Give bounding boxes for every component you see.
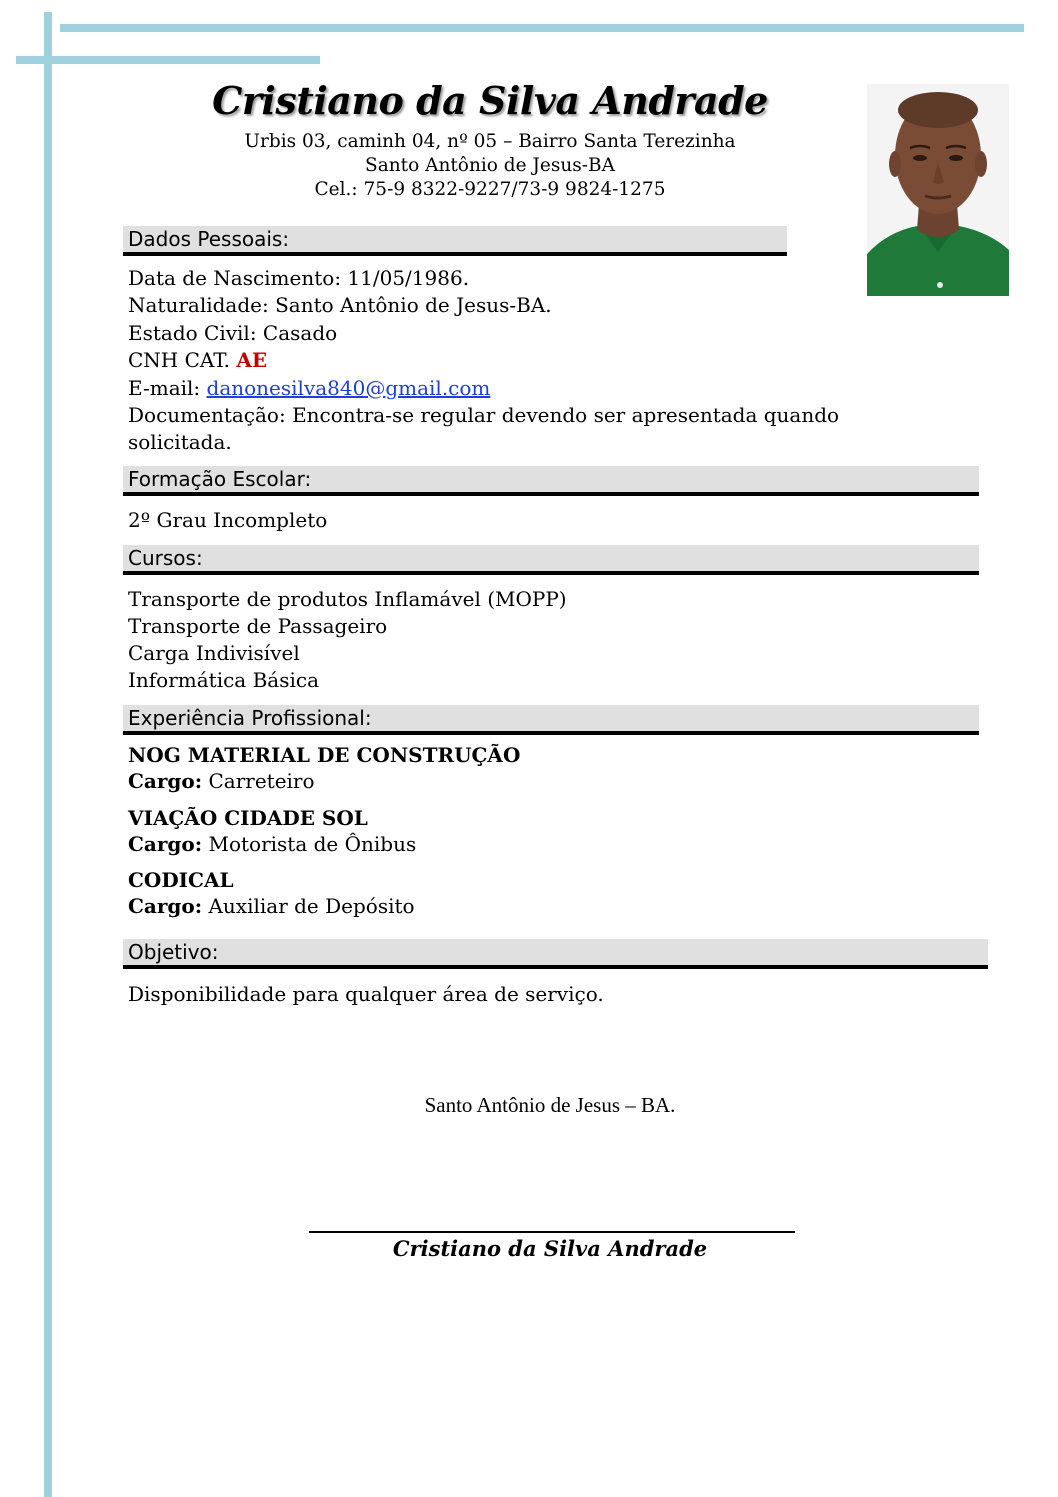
job-role-line [128,832,416,856]
decorative-vertical-line [44,12,52,1497]
signature-line [309,1231,795,1233]
job-company: NOG MATERIAL DE CONSTRUÇÃO [128,743,521,767]
course-item: Informática Básica [128,668,319,692]
job-role: Motorista de Ônibus [202,832,417,856]
section-header-experiencia: Experiência Profissional: [123,705,979,735]
cnh-category: AE [236,348,268,372]
job-company: VIAÇÃO CIDADE SOL [128,806,368,830]
job-role-line [128,894,415,918]
naturalidade: Naturalidade: Santo Antônio de Jesus-BA. [128,293,552,317]
documentation-line-2: solicitada. [128,430,232,454]
email-line [128,376,490,400]
cargo-label: Cargo: [128,832,203,856]
section-header-formacao: Formação Escolar: [123,466,979,496]
resume-name-title: Cristiano da Silva Andrade [212,78,768,123]
course-item: Transporte de Passageiro [128,614,388,638]
cnh-line [128,348,267,372]
section-header-objetivo: Objetivo: [123,939,988,969]
section-header-dados-pessoais: Dados Pessoais: [123,226,787,256]
birth-date: Data de Nascimento: 11/05/1986. [128,266,470,290]
cargo-label: Cargo: [128,894,203,918]
cargo-label: Cargo: [128,769,203,793]
address-line-1: Urbis 03, caminh 04, nº 05 – Bairro Santa Terezinha [244,131,736,152]
section-header-cursos: Cursos: [123,545,979,575]
course-item: Transporte de produtos Inflamável (MOPP) [128,587,567,611]
email-link[interactable]: danonesilva840@gmail.com [206,376,491,400]
course-item: Carga Indivisível [128,641,300,665]
objective-value: Disponibilidade para qualquer área de serviço. [128,982,604,1006]
job-role: Carreteiro [202,769,315,793]
job-role-line [128,769,315,793]
job-role: Auxiliar de Depósito [202,894,415,918]
marital-status: Estado Civil: Casado [128,321,338,345]
address-line-2: Santo Antônio de Jesus-BA [365,155,615,176]
signature-name: Cristiano da Silva Andrade [392,1236,708,1261]
education-value: 2º Grau Incompleto [128,508,328,532]
city-location: Santo Antônio de Jesus – BA. [424,1093,676,1117]
profile-photo [867,84,1009,296]
documentation-line-1: Documentação: Encontra-se regular devendo ser apresentada quando [128,403,840,427]
job-company: CODICAL [128,868,234,892]
decorative-short-line [16,56,320,64]
cnh-label: CNH CAT. [128,348,237,372]
phone-line: Cel.: 75-9 8322-9227/73-9 9824-1275 [314,179,666,200]
decorative-top-line [60,24,1024,32]
email-label: E-mail: [128,376,207,400]
